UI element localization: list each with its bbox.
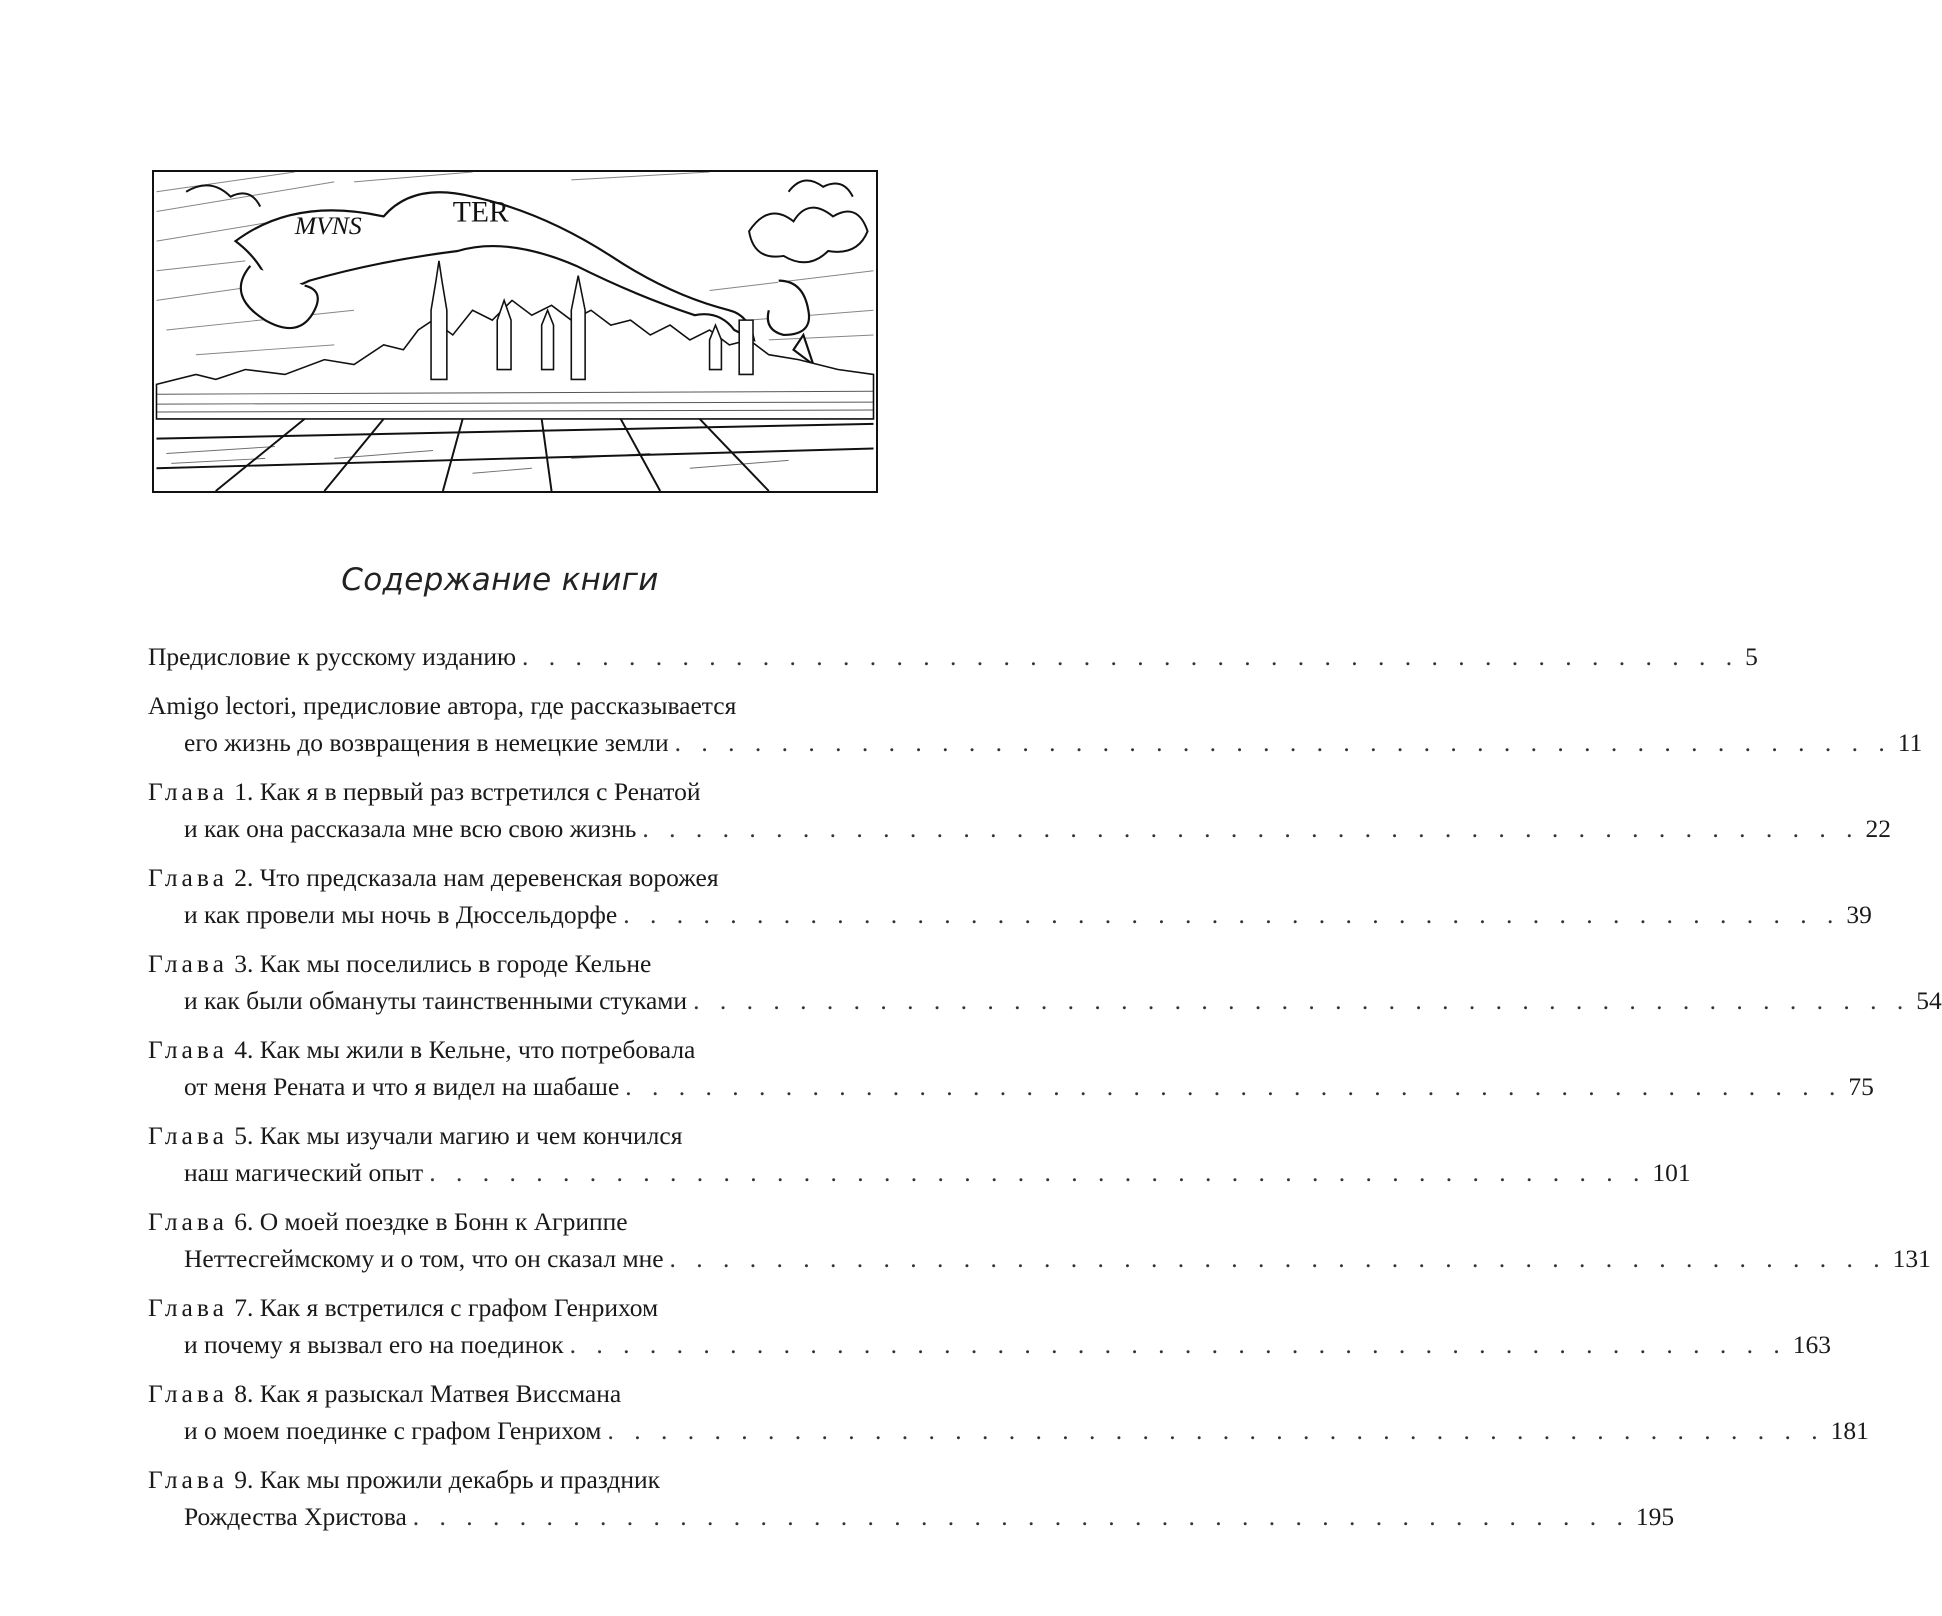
munster-woodcut-illustration (152, 170, 878, 493)
chapter-word: Глава (148, 1465, 228, 1494)
toc-entry[interactable] (148, 1289, 1831, 1363)
chapter-word: Глава (148, 1379, 228, 1408)
toc-entry-text: Неттесгеймскому и о том, что он сказал мне (184, 1244, 664, 1273)
toc-entry[interactable] (148, 1375, 1869, 1449)
toc-entry-text: наш магический опыт (184, 1158, 424, 1187)
toc-entry-text: и как она рассказала мне всю свою жизнь (184, 814, 637, 843)
dot-leader: . . . . . . . . . . . . . . . . . . . . . . . . . . . . . . . . . . . . . . . . . . . . . . (429, 1158, 1647, 1187)
chapter-word: Глава (148, 1207, 228, 1236)
toc-entry-continuation (148, 1068, 1874, 1105)
page-number: 163 (1792, 1330, 1831, 1359)
toc-entry-text: его жизнь до возвращения в немецкие земли (184, 728, 669, 757)
page-number: 131 (1892, 1244, 1931, 1273)
banner-text-left: MVNS (294, 211, 362, 241)
toc-entry[interactable] (148, 1203, 1931, 1277)
dot-leader: . . . . . . . . . . . . . . . . . . . . . . . . . . . . . . . . . . . . . . . . . . . . . . (569, 1330, 1787, 1359)
toc-entry-continuation (148, 1498, 1675, 1535)
toc-entry[interactable] (148, 1031, 1874, 1105)
toc-entry-text: 4. Как мы жили в Кельне, что потребовала (234, 1035, 696, 1064)
toc-entry-line (148, 859, 878, 896)
toc-entry-continuation (148, 724, 1923, 761)
toc-entry-text: 2. Что предсказала нам деревенская ворожея (234, 863, 719, 892)
page-number: 54 (1916, 986, 1942, 1015)
page-number: 11 (1897, 728, 1923, 757)
toc-entry[interactable] (148, 1461, 1675, 1535)
toc-entry-line (148, 1461, 878, 1498)
chapter-word: Глава (148, 1293, 228, 1322)
chapter-word: Глава (148, 777, 228, 806)
toc-entry-text: 7. Как я встретился с графом Генрихом (234, 1293, 659, 1322)
toc-entry-line (148, 687, 878, 724)
dot-leader: . . . . . . . . . . . . . . . . . . . . . . . . . . . . . . . . . . . . . . . . . . . . . . (522, 642, 1740, 671)
page-number: 101 (1652, 1158, 1691, 1187)
toc-entry-text: и о моем поединке с графом Генрихом (184, 1416, 602, 1445)
toc-entry-text: 1. Как я в первый раз встретился с Ренатой (234, 777, 701, 806)
toc-entry-text: 3. Как мы поселились в городе Кельне (234, 949, 652, 978)
page-number: 39 (1846, 900, 1872, 929)
toc-entry[interactable] (148, 1117, 1691, 1191)
page-number: 195 (1635, 1502, 1675, 1531)
toc-entry[interactable] (148, 859, 1872, 933)
dot-leader: . . . . . . . . . . . . . . . . . . . . . . . . . . . . . . . . . . . . . . . . . . . . . . (607, 1416, 1825, 1445)
toc-entry-line (148, 773, 878, 810)
toc-entry-continuation (148, 896, 1872, 933)
toc-entry-text: и как были обмануты таинственными стуками (184, 986, 688, 1015)
page-number: 75 (1848, 1072, 1874, 1101)
toc-entry-text: Amigo lectori, предисловие автора, где рассказывается (148, 691, 737, 720)
toc-entry-text: 9. Как мы прожили декабрь и праздник (234, 1465, 661, 1494)
toc-entry[interactable] (148, 773, 1891, 847)
dot-leader: . . . . . . . . . . . . . . . . . . . . . . . . . . . . . . . . . . . . . . . . . . . . . . (623, 900, 1841, 929)
toc-entry-text: и как провели мы ночь в Дюссельдорфе (184, 900, 618, 929)
toc-entry-continuation (148, 1240, 1931, 1277)
chapter-word: Глава (148, 1121, 228, 1150)
chapter-word: Глава (148, 1035, 228, 1064)
toc-entry[interactable] (148, 687, 1923, 761)
banner-text-right: TER (452, 196, 509, 229)
toc-entry-text: 8. Как я разыскал Матвея Виссмана (234, 1379, 622, 1408)
dot-leader: . . . . . . . . . . . . . . . . . . . . . . . . . . . . . . . . . . . . . . . . . . . . . . (693, 986, 1911, 1015)
dot-leader: . . . . . . . . . . . . . . . . . . . . . . . . . . . . . . . . . . . . . . . . . . . . . . (669, 1244, 1887, 1273)
toc-entry-line (148, 1375, 878, 1412)
toc-entry-line (148, 1031, 878, 1068)
toc-entry-continuation (148, 1412, 1869, 1449)
toc-entry-text: 5. Как мы изучали магию и чем кончился (234, 1121, 683, 1150)
page-number: 22 (1865, 814, 1891, 843)
dot-leader: . . . . . . . . . . . . . . . . . . . . . . . . . . . . . . . . . . . . . . . . . . . . . . (412, 1502, 1630, 1531)
table-of-contents (148, 638, 1942, 1547)
toc-entry-line (148, 945, 878, 982)
toc-entry-continuation (148, 1326, 1831, 1363)
dot-leader: . . . . . . . . . . . . . . . . . . . . . . . . . . . . . . . . . . . . . . . . . . . . . . (674, 728, 1892, 757)
toc-entry-line (148, 1203, 878, 1240)
toc-entry-continuation (148, 810, 1891, 847)
toc-entry-text: Предисловие к русскому изданию (148, 642, 517, 671)
toc-entry-line (148, 1117, 878, 1154)
toc-entry-text: от меня Рената и что я видел на шабаше (184, 1072, 620, 1101)
chapter-word: Глава (148, 863, 228, 892)
toc-entry-text: и почему я вызвал его на поединок (184, 1330, 564, 1359)
toc-entry-continuation (148, 982, 1942, 1019)
toc-entry-text: Рождества Христова (184, 1502, 407, 1531)
chapter-word: Глава (148, 949, 228, 978)
dot-leader: . . . . . . . . . . . . . . . . . . . . . . . . . . . . . . . . . . . . . . . . . . . . . . (642, 814, 1860, 843)
toc-entry[interactable] (148, 945, 1942, 1019)
toc-entry-continuation (148, 1154, 1691, 1191)
toc-entry-text: 6. О моей поездке в Бонн к Агриппе (234, 1207, 628, 1236)
toc-entry-line (148, 638, 1758, 675)
page-number: 5 (1745, 642, 1758, 671)
page-number: 181 (1830, 1416, 1869, 1445)
toc-title: Содержание книги (341, 562, 659, 598)
toc-entry-line (148, 1289, 878, 1326)
dot-leader: . . . . . . . . . . . . . . . . . . . . . . . . . . . . . . . . . . . . . . . . . . . . . . (625, 1072, 1843, 1101)
toc-entry[interactable] (148, 638, 1758, 675)
